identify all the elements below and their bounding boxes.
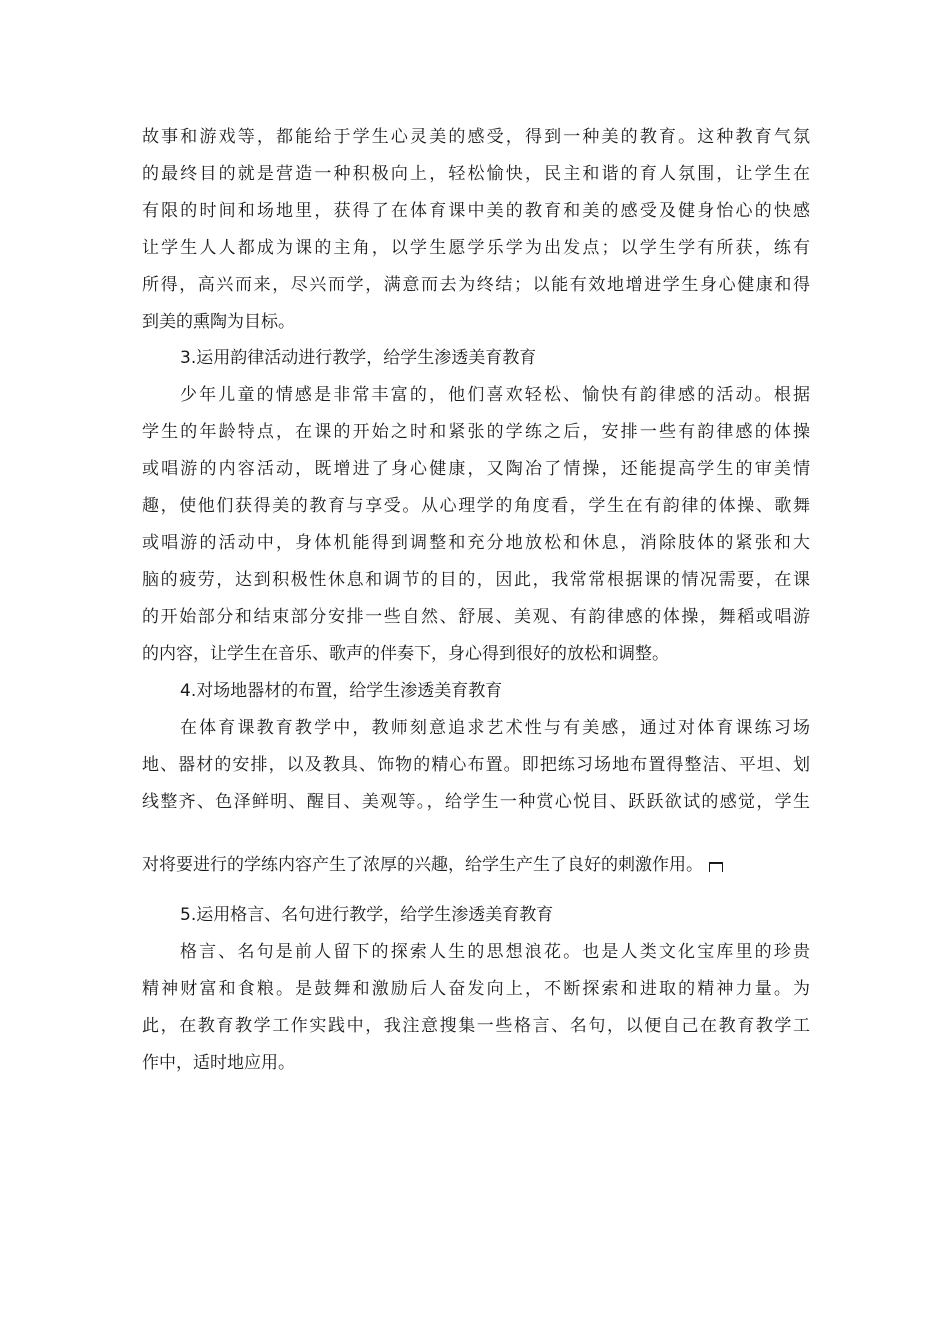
paragraph-1-line-6: 到美的熏陶为目标。 <box>142 312 295 332</box>
paragraph-4-line-2: 精神财富和食粮。是鼓舞和激励后人奋发向上，不断探索和进取的精神力量。为 <box>142 979 810 999</box>
paragraph-3-line-2: 地、器材的安排，以及教具、饰物的精心布置。即把练习场地布置得整洁、平坦、划 <box>142 755 810 775</box>
paragraph-1-line-3: 有限的时间和场地里，获得了在体育课中美的教育和美的感受及健身怡心的快感 <box>142 201 810 221</box>
paragraph-1-line-4: 让学生人人都成为课的主角，以学生愿学乐学为出发点；以学生学有所获，练有 <box>142 238 810 258</box>
paragraph-2-line-8: 的内容，让学生在音乐、歌声的伴奏下，身心得到很好的放松和调整。 <box>142 644 669 664</box>
paragraph-4-line-3: 此，在教育教学工作实践中，我注意搜集一些格言、名句，以便自己在教育教学工 <box>142 1016 810 1036</box>
section-heading-3: 3.运用韵律活动进行教学，给学生渗透美育教育 <box>180 348 537 368</box>
paragraph-1-line-5: 所得，高兴而来，尽兴而学，满意而去为终结；以能有效地增进学生身心健康和得 <box>142 275 810 295</box>
paragraph-4-line-1: 格言、名句是前人留下的探索人生的思想浪花。也是人类文化宝库里的珍贵 <box>180 942 810 962</box>
paragraph-3-line-3: 线整齐、色泽鲜明、醒目、美观等。，给学生一种赏心悦目、跃跃欲试的感觉，学生 <box>142 792 810 812</box>
paragraph-3-line-1: 在体育课教育教学中，教师刻意追求艺术性与有美感，通过对体育课练习场 <box>180 718 810 738</box>
paragraph-2-line-5: 或唱游的活动中，身体机能得到调整和充分地放松和休息，消除肢体的紧张和大 <box>142 533 810 553</box>
paragraph-2-line-6: 脑的疲劳，达到积极性休息和调节的目的，因此，我常常根据课的情况需要，在课 <box>142 570 810 590</box>
paragraph-1-line-2: 的最终目的就是营造一种积极向上，轻松愉快，民主和谐的育人氛围，让学生在 <box>142 164 810 184</box>
section-heading-4: 4.对场地器材的布置，给学生渗透美育教育 <box>180 681 503 701</box>
paragraph-2-line-4: 趣，使他们获得美的教育与享受。从心理学的角度看，学生在有韵律的体操、歌舞 <box>142 496 810 516</box>
paragraph-3-line-4 <box>142 853 810 877</box>
paragraph-2-line-1: 少年儿童的情感是非常丰富的，他们喜欢轻松、愉快有韵律感的活动。根据 <box>180 385 810 405</box>
section-heading-5: 5.运用格言、名句进行教学，给学生渗透美育教育 <box>180 905 554 925</box>
paragraph-2-line-2: 学生的年龄特点，在课的开始之时和紧张的学练之后，安排一些有韵律感的体操 <box>142 422 810 442</box>
paragraph-3-line-4-text: 对将要进行的学练内容产生了浓厚的兴趣，给学生产生了良好的刺激作用。 <box>142 855 703 875</box>
paragraph-4-line-4: 作中，适时地应用。 <box>142 1053 295 1073</box>
footnote-bracket-icon <box>709 862 723 872</box>
paragraph-1-line-1: 故事和游戏等，都能给于学生心灵美的感受，得到一种美的教育。这种教育气氛 <box>142 127 810 147</box>
paragraph-2-line-7: 的开始部分和结束部分安排一些自然、舒展、美观、有韵律感的体操，舞稻或唱游 <box>142 607 810 627</box>
paragraph-2-line-3: 或唱游的内容活动，既增进了身心健康，又陶冶了情操，还能提高学生的审美情 <box>142 459 810 479</box>
